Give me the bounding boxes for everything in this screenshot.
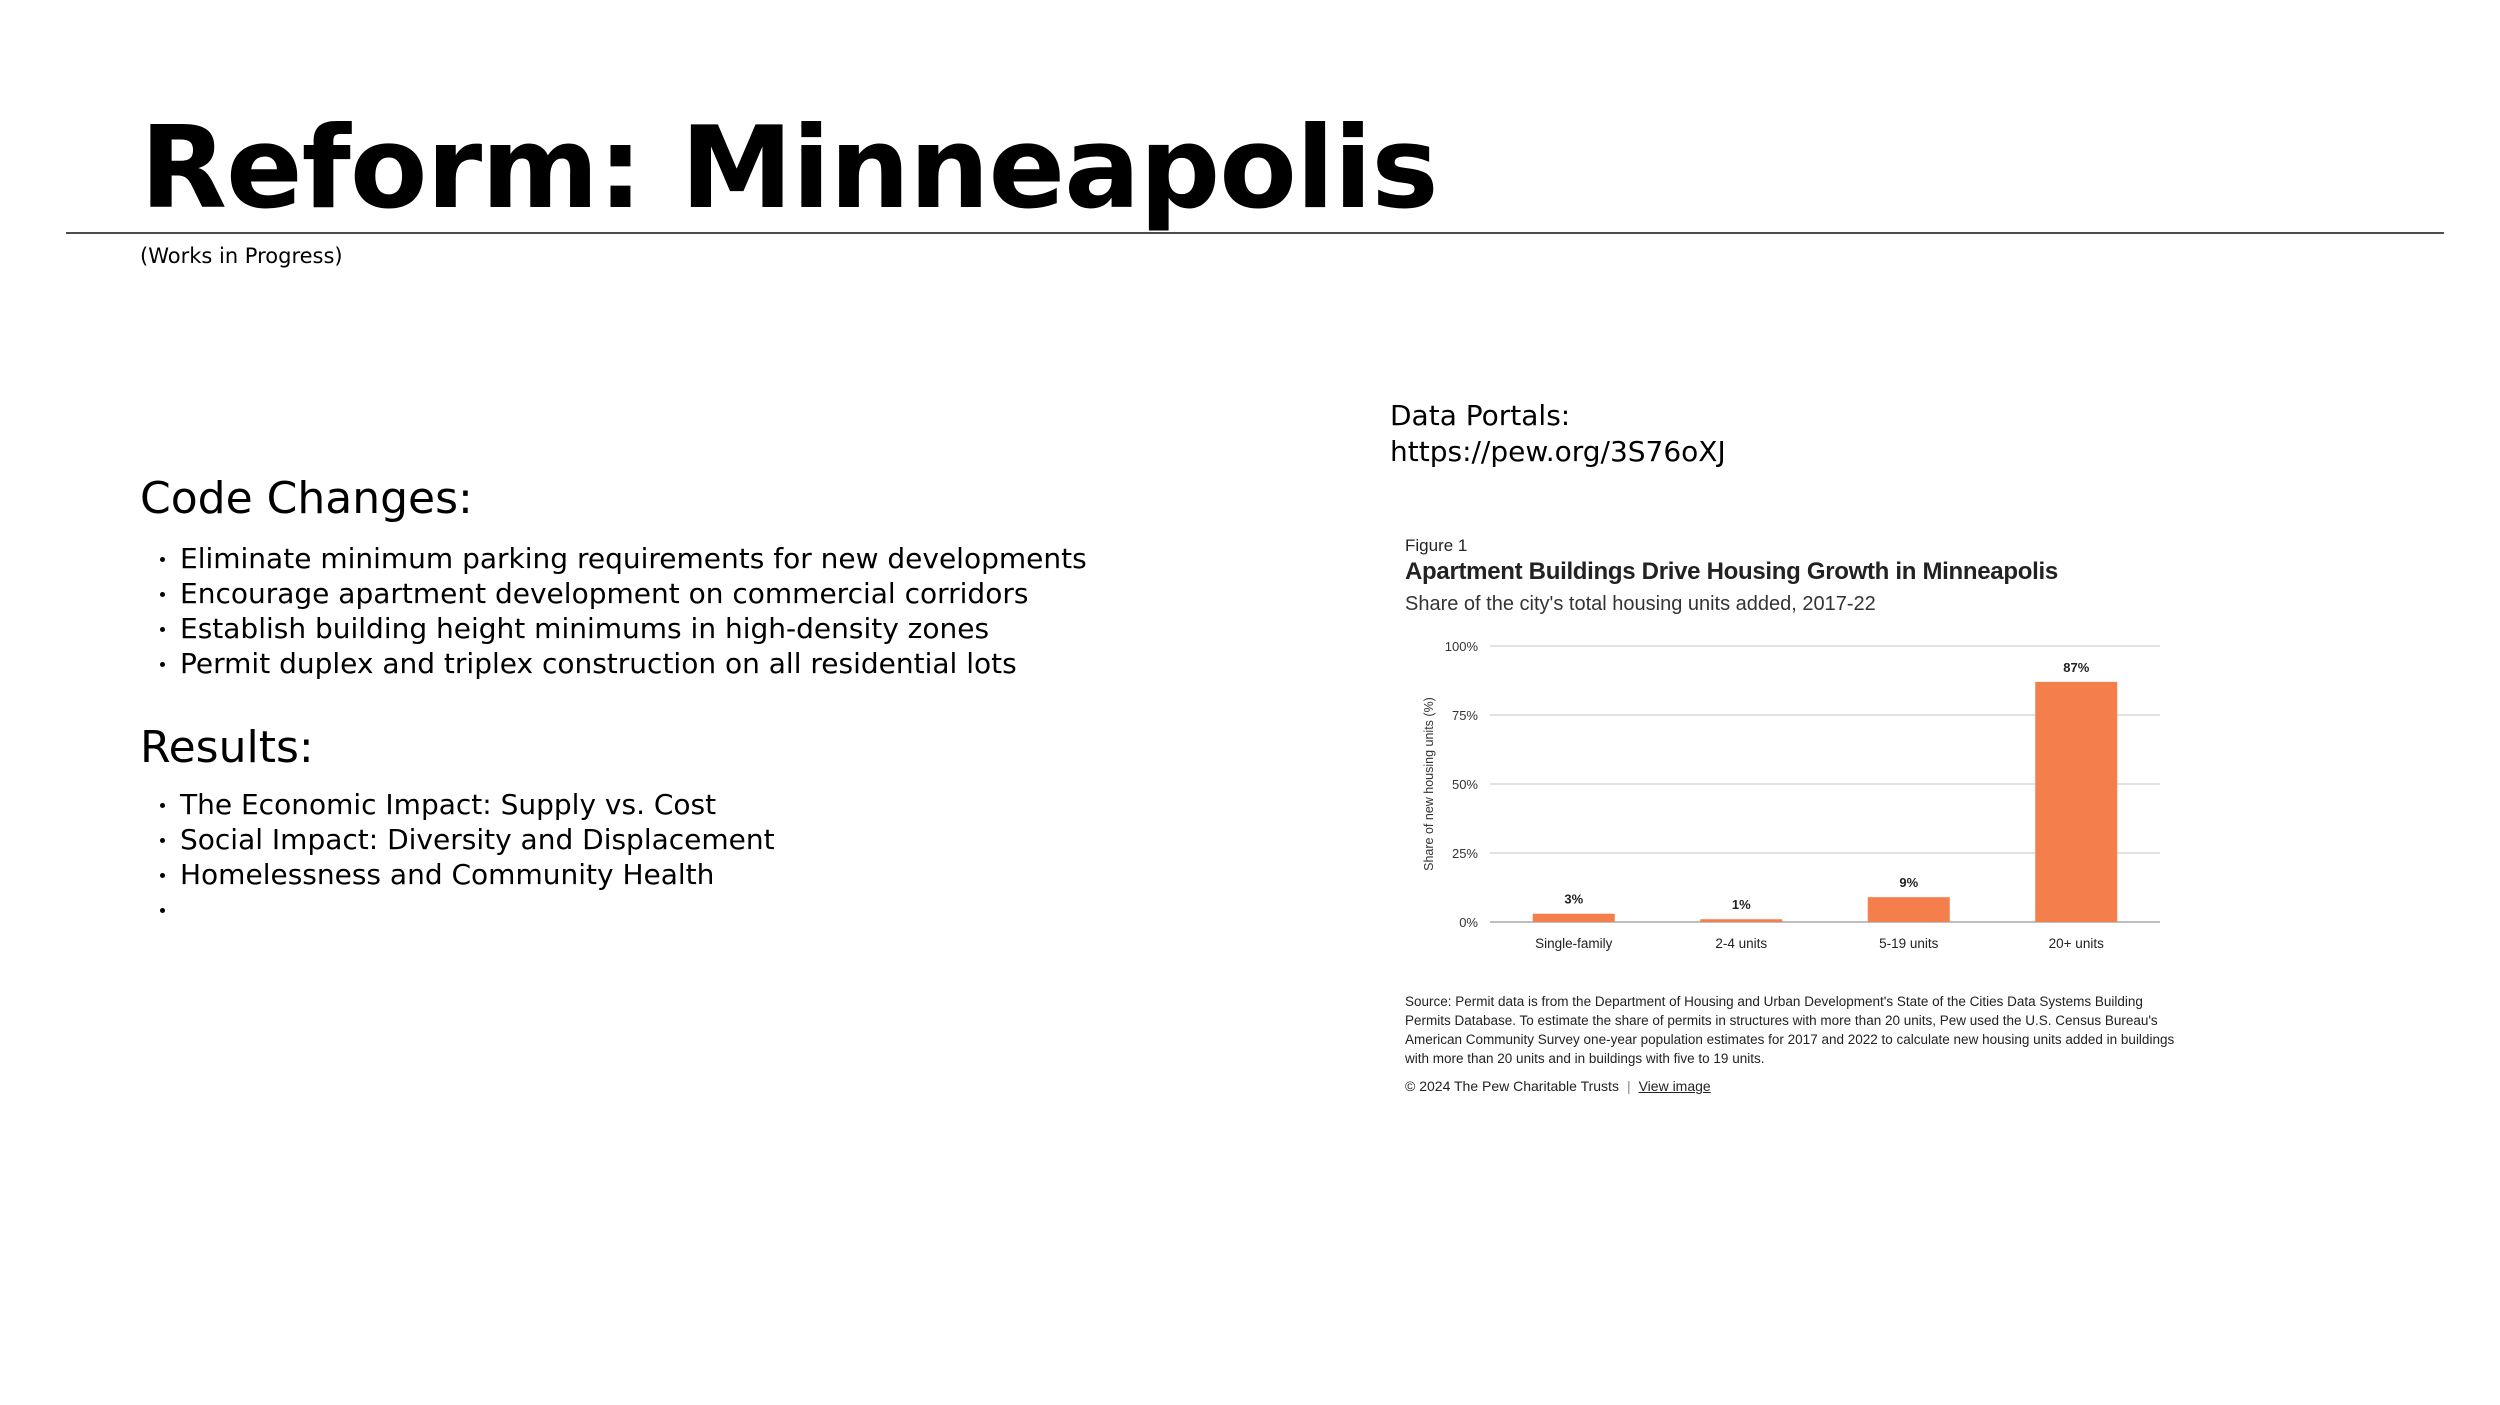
copyright-text: © 2024 The Pew Charitable Trusts bbox=[1405, 1078, 1619, 1094]
list-item: Permit duplex and triplex construction on all residential lots bbox=[152, 646, 1087, 681]
list-item bbox=[152, 892, 775, 927]
code-changes-list bbox=[152, 541, 1087, 681]
bar bbox=[1700, 919, 1782, 922]
list-item: Homelessness and Community Health bbox=[152, 857, 775, 892]
bar bbox=[1868, 897, 1950, 922]
x-tick-label: Single-family bbox=[1535, 936, 1613, 951]
figure-subtitle: Share of the city's total housing units added, 2017-22 bbox=[1405, 593, 1876, 615]
y-tick-label: 75% bbox=[1451, 708, 1478, 723]
y-tick-label: 25% bbox=[1451, 846, 1478, 861]
data-label: 1% bbox=[1731, 897, 1751, 913]
data-label: 9% bbox=[1899, 875, 1919, 891]
figure bbox=[1405, 532, 2185, 1102]
y-tick-label: 50% bbox=[1451, 777, 1478, 792]
data-portals-url: https://pew.org/3S76oXJ bbox=[1390, 435, 1726, 468]
y-axis-label: Share of new housing units (%) bbox=[1422, 697, 1436, 871]
bar bbox=[2035, 682, 2117, 922]
view-image-link[interactable]: View image bbox=[1638, 1078, 1711, 1094]
bar-chart bbox=[1405, 632, 2185, 982]
data-label: 3% bbox=[1564, 891, 1584, 907]
data-portals-label: Data Portals: bbox=[1390, 399, 1571, 432]
footer-separator: | bbox=[1626, 1078, 1631, 1094]
list-item: The Economic Impact: Supply vs. Cost bbox=[152, 787, 775, 822]
figure-footer bbox=[1405, 1078, 1711, 1094]
list-item: Eliminate minimum parking requirements for new developments bbox=[152, 541, 1087, 576]
data-portals bbox=[1390, 398, 1726, 470]
x-tick-label: 2-4 units bbox=[1715, 936, 1768, 951]
results-heading: Results: bbox=[140, 722, 314, 773]
results-list bbox=[152, 787, 775, 927]
x-tick-label: 5-19 units bbox=[1879, 936, 1939, 951]
figure-title: Apartment Buildings Drive Housing Growth in Minneapolis bbox=[1405, 558, 2058, 585]
x-tick-label: 20+ units bbox=[2048, 936, 2104, 951]
slide-subtitle: (Works in Progress) bbox=[140, 244, 343, 268]
code-changes-heading: Code Changes: bbox=[140, 473, 473, 524]
title-divider bbox=[66, 232, 2444, 234]
y-tick-label: 100% bbox=[1444, 639, 1478, 654]
list-item: Social Impact: Diversity and Displacement bbox=[152, 822, 775, 857]
slide-title: Reform: Minneapolis bbox=[140, 102, 1438, 234]
y-tick-label: 0% bbox=[1459, 915, 1478, 930]
list-item: Encourage apartment development on commercial corridors bbox=[152, 576, 1087, 611]
figure-label: Figure 1 bbox=[1405, 536, 1468, 555]
bar bbox=[1533, 914, 1615, 922]
data-label: 87% bbox=[2063, 659, 2090, 675]
figure-source-note: Source: Permit data is from the Department of Housing and Urban Development's State of the Cities Data Systems Building Permits Database. To estimate the share of permits in structures with more than 20 units, Pew used the U.S. Census Bureau's American Community Survey one-year population estimates for 2017 and 2022 to calculate new housing units added in buildings with more than 20 units and in buildings with five to 19 units. bbox=[1405, 994, 2175, 1066]
list-item: Establish building height minimums in high-density zones bbox=[152, 611, 1087, 646]
